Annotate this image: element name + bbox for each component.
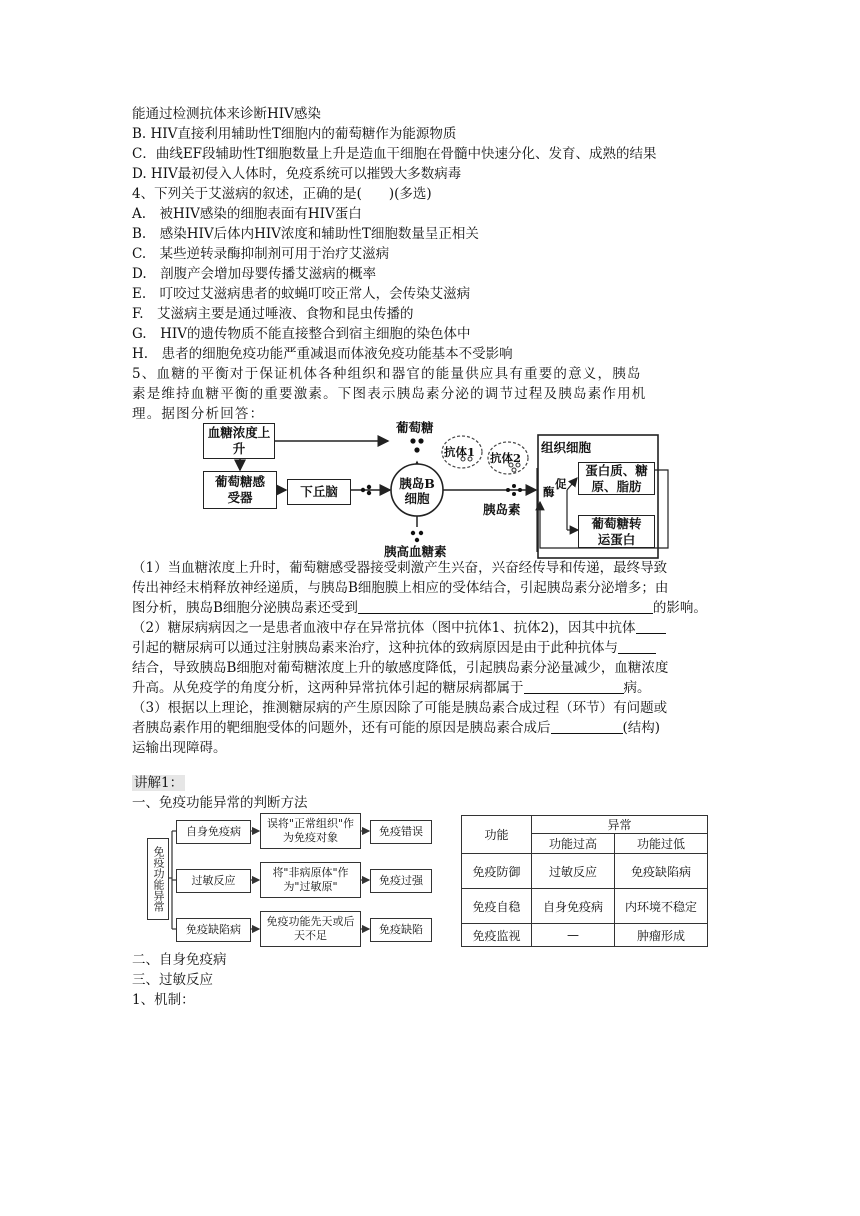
table-header-low: 功能过低 <box>615 834 708 854</box>
result-3-box: 免疫缺陷 <box>370 918 432 942</box>
table-row <box>462 924 708 947</box>
allergy-box: 过敏反应 <box>176 869 251 893</box>
table-cell: 免疫缺陷病 <box>615 854 708 889</box>
table-row <box>462 854 708 889</box>
explain-heading-2: 二、自身免疫病 <box>132 952 227 968</box>
autoimmune-box: 自身免疫病 <box>176 820 251 844</box>
mechanism-2-box: 将"非病原体"作为"过敏原" <box>260 862 361 898</box>
subq-3-line3: 运输出现障碍。 <box>132 740 227 756</box>
explain-heading-1: 一、免疫功能异常的判断方法 <box>132 795 308 811</box>
subq-1-line1: （1）当血糖浓度上升时，葡萄糖感受器接受刺激产生兴奋，兴奋经传导和传递，最终导致 <box>132 560 668 576</box>
option-b: B. 感染HIV后体内HIV浓度和辅助性T细胞数量呈正相关 <box>132 226 479 242</box>
option-a: A. 被HIV感染的细胞表面有HIV蛋白 <box>132 206 362 222</box>
option-e: E. 叮咬过艾滋病患者的蚊蝇叮咬正常人，会传染艾滋病 <box>132 286 471 302</box>
insulin-label: 胰岛素 <box>483 502 521 517</box>
table-cell: 免疫防御 <box>462 854 532 889</box>
table-cell: — <box>532 924 615 947</box>
table-cell: 过敏反应 <box>532 854 615 889</box>
option-b-prev: B. HIV直接利用辅助性T细胞内的葡萄糖作为能源物质 <box>132 126 457 142</box>
table-cell: 自身免疫病 <box>532 889 615 924</box>
option-d-prev: D. HIV最初侵入人体时，免疫系统可以摧毁大多数病毒 <box>132 166 462 182</box>
table-row <box>462 889 708 924</box>
subq-1-line2: 传出神经末梢释放神经递质，与胰岛B细胞膜上相应的受体结合，引起胰岛素分泌增多；由 <box>132 580 669 596</box>
result-1-box: 免疫错误 <box>370 820 432 844</box>
promote-label: 促 <box>555 477 567 491</box>
immune-abnormal-root: 免疫功能异常 <box>147 838 169 920</box>
glucose-transporter-box: 葡萄糖转运蛋白 <box>578 515 655 548</box>
result-2-box: 免疫过强 <box>370 869 432 893</box>
subq-3-suffix: (结构) <box>622 720 661 736</box>
glucose-label: 葡萄糖 <box>396 420 434 435</box>
subq-2-text: （2）糖尿病病因之一是患者血液中存在异常抗体（图中抗体1、抗体2)，因其中抗体 <box>132 620 636 636</box>
table-cell: 肿瘤形成 <box>615 924 708 947</box>
question-5-line1: 5、血糖的平衡对于保证机体各种组织和器官的能量供应具有重要的意义，胰岛 <box>132 366 642 382</box>
tissue-cell-label: 组织细胞 <box>541 440 592 455</box>
option-h: H. 患者的细胞免疫功能严重减退而体液免疫功能基本不受影响 <box>132 346 513 362</box>
mechanism-1-box: 误将"正常组织"作为免疫对象 <box>260 813 361 849</box>
table-header-function: 功能 <box>462 816 532 854</box>
subq-2-line3: 结合，导致胰岛B细胞对葡萄糖浓度上升的敏感度降低，引起胰岛素分泌量减少，血糖浓度 <box>132 660 669 676</box>
table-cell: 内环境不稳定 <box>615 889 708 924</box>
subq-2-suffix: 病。 <box>623 680 651 696</box>
option-g: G. HIV的遗传物质不能直接整合到宿主细胞的染色体中 <box>132 326 471 342</box>
option-c-prev: C．曲线EF段辅助性T细胞数量上升是造血干细胞在骨髓中快速分化、发育、成熟的结果 <box>132 146 657 162</box>
antibody-1-label: 抗体1 <box>444 445 476 459</box>
glucagon-label: 胰高血糖素 <box>384 544 447 559</box>
islet-b-cell-label: 胰岛B细胞 <box>399 476 435 506</box>
products-box: 蛋白质、糖原、脂肪 <box>578 462 655 495</box>
subq-3-line1: （3）根据以上理论，推测糖尿病的产生原因除了可能是胰岛素合成过程（环节）有问题或 <box>132 700 668 716</box>
option-f: F. 艾滋病主要是通过唾液、食物和昆虫传播的 <box>132 306 414 322</box>
table-cell: 免疫自稳 <box>462 889 532 924</box>
explain-heading-4: 1、机制： <box>132 992 195 1008</box>
option-d: D. 剖腹产会增加母婴传播艾滋病的概率 <box>132 266 377 282</box>
subq-1-suffix: 的影响。 <box>652 600 707 616</box>
explain-title: 讲解1： <box>134 775 184 791</box>
immunodeficiency-box: 免疫缺陷病 <box>176 918 251 942</box>
subq-2-text-4: 升高。从免疫学的角度分析，这两种异常抗体引起的糖尿病都属于 <box>132 680 524 696</box>
question-5-line3: 理。据图分析回答： <box>132 406 265 422</box>
immune-function-table <box>461 815 708 947</box>
subq-3-text: 者胰岛素作用的靶细胞受体的问题外，还有可能的原因是胰岛素合成后 <box>132 720 551 736</box>
hypothalamus-box: 下丘脑 <box>287 479 351 505</box>
table-header-abnormal: 异常 <box>532 816 708 834</box>
option-c: C. 某些逆转录酶抑制剂可用于治疗艾滋病 <box>132 246 390 262</box>
enzyme-label: 酶 <box>543 485 555 499</box>
glucose-receptor-box: 葡萄糖感受器 <box>203 471 277 509</box>
question-5-line2: 素是维持血糖平衡的重要激素。下图表示胰岛素分泌的调节过程及胰岛素作用机 <box>132 386 647 402</box>
mechanism-3-box: 免疫功能先天或后天不足 <box>260 911 361 947</box>
subq-1-text: 图分析，胰岛B细胞分泌胰岛素还受到 <box>132 600 358 616</box>
subq-2-text-2: 引起的糖尿病可以通过注射胰岛素来治疗，这种抗体的致病原因是由于此种抗体与 <box>132 640 618 656</box>
antibody-2-label: 抗体2 <box>490 451 522 465</box>
table-header-high: 功能过高 <box>532 834 615 854</box>
text-line: 能通过检测抗体来诊断HIV感染 <box>132 106 321 122</box>
table-cell: 免疫监视 <box>462 924 532 947</box>
question-4: 4、下列关于艾滋病的叙述，正确的是( )(多选) <box>132 186 432 202</box>
explain-heading-3: 三、过敏反应 <box>132 972 213 988</box>
blood-sugar-rise-box: 血糖浓度上升 <box>203 423 275 459</box>
